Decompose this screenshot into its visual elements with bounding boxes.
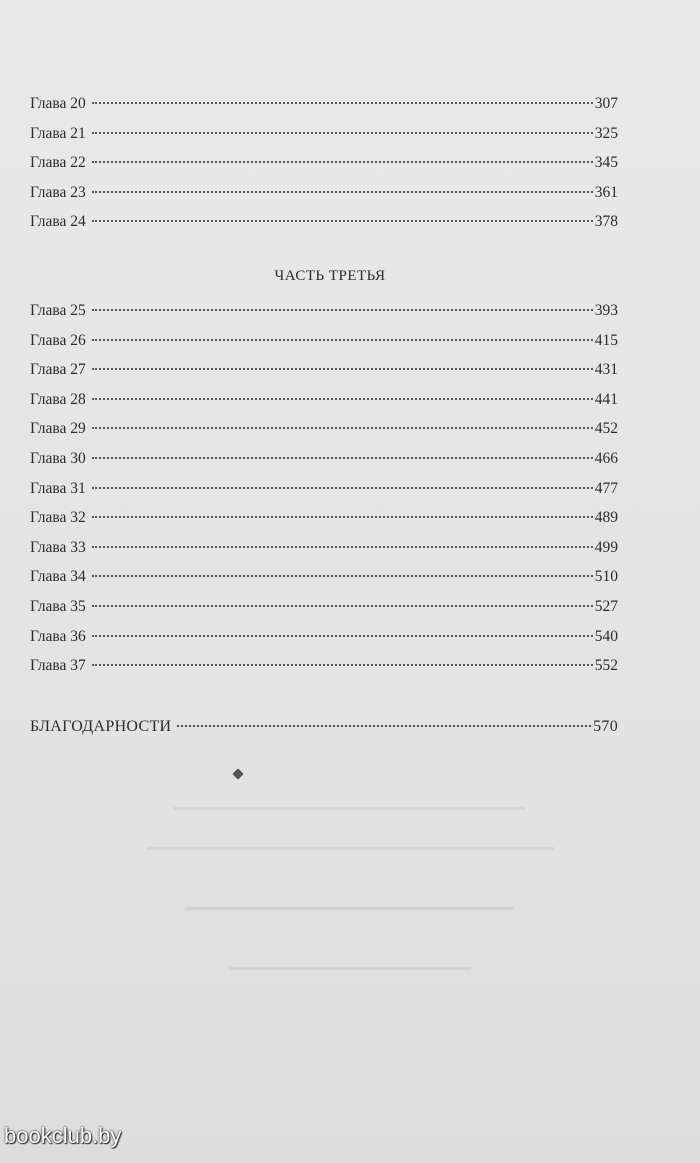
toc-row[interactable] <box>30 119 618 149</box>
toc-row[interactable] <box>30 474 618 504</box>
toc-row[interactable] <box>30 355 618 385</box>
chapter-label: Глава 24 <box>30 213 86 231</box>
toc-row[interactable] <box>30 414 618 444</box>
dot-leader <box>92 664 593 666</box>
dot-leader <box>92 635 593 637</box>
chapter-label: Глава 20 <box>30 95 86 112</box>
page-number: 361 <box>594 183 618 201</box>
chapter-label: Глава 21 <box>30 124 86 142</box>
toc-row[interactable] <box>30 385 618 415</box>
page-number: 452 <box>594 420 618 438</box>
toc-row[interactable] <box>30 148 618 178</box>
dot-leader <box>92 516 593 518</box>
page-number: 540 <box>594 627 618 645</box>
chapter-label: Глава 25 <box>30 302 86 319</box>
page-number: 466 <box>594 449 618 467</box>
chapter-label: Глава 36 <box>30 627 86 645</box>
toc-row[interactable] <box>30 178 618 208</box>
page-number: 570 <box>593 718 618 735</box>
dot-leader <box>92 575 593 577</box>
chapter-label: Глава 35 <box>30 597 86 615</box>
page-number: 552 <box>594 657 618 675</box>
chapter-label: Глава 32 <box>30 509 86 527</box>
watermark: bookclub.by <box>4 1123 122 1148</box>
dot-leader <box>92 457 593 459</box>
dot-leader <box>92 309 593 311</box>
dot-leader <box>92 546 593 548</box>
dot-leader <box>92 605 593 607</box>
toc-row[interactable] <box>30 326 618 356</box>
chapter-label: Глава 31 <box>30 479 86 497</box>
toc-row[interactable] <box>30 533 618 563</box>
dot-leader <box>177 725 591 727</box>
dot-leader <box>92 427 593 429</box>
show-through-text: ▬▬▬▬▬▬▬▬▬▬▬▬▬▬▬▬▬▬▬▬▬▬▬▬▬▬▬▬▬▬▬▬ <box>174 801 526 813</box>
chapter-label: Глава 23 <box>30 183 86 201</box>
page-number: 378 <box>594 213 618 231</box>
page-number: 431 <box>594 361 618 379</box>
toc-row[interactable] <box>30 622 618 652</box>
toc-acknowledgements <box>30 712 618 742</box>
toc-row[interactable] <box>30 296 618 326</box>
dot-leader <box>92 339 593 341</box>
chapter-label: Глава 34 <box>30 568 86 586</box>
toc-row-acknowledgements[interactable] <box>30 712 618 742</box>
dot-leader <box>92 161 593 163</box>
toc-row[interactable] <box>30 651 618 681</box>
chapter-label: Глава 33 <box>30 538 86 556</box>
page-number: 510 <box>594 568 618 586</box>
show-through-text: ▬▬▬▬▬▬▬▬▬▬▬▬▬▬▬▬▬▬▬▬▬▬▬▬▬▬▬▬▬▬▬▬▬▬▬▬▬ <box>146 841 554 853</box>
toc-row[interactable] <box>30 89 618 119</box>
page-number: 325 <box>594 124 618 142</box>
show-through-text: ▬▬▬▬▬▬▬▬▬▬▬▬▬▬▬▬▬▬▬▬▬▬▬▬▬▬▬▬▬▬ <box>185 901 515 913</box>
chapter-label: Глава 29 <box>30 420 86 438</box>
page-number: 477 <box>594 479 618 497</box>
page-number: 499 <box>594 538 618 556</box>
page-number: 489 <box>594 509 618 527</box>
dot-leader <box>92 102 593 104</box>
chapter-label: Глава 26 <box>30 331 86 349</box>
dot-leader <box>92 132 593 134</box>
dot-leader <box>92 368 593 370</box>
toc-row[interactable] <box>30 562 618 592</box>
toc-part-three <box>30 296 618 681</box>
dot-leader <box>92 220 593 222</box>
toc-row[interactable] <box>30 592 618 622</box>
dot-leader <box>92 398 593 400</box>
ornament-icon <box>232 768 243 779</box>
toc-row[interactable] <box>30 503 618 533</box>
part-three-title: ЧАСТЬ ТРЕТЬЯ <box>274 268 386 284</box>
dot-leader <box>92 487 593 489</box>
toc-row[interactable] <box>30 444 618 474</box>
chapter-label: Глава 37 <box>30 657 86 675</box>
page-number: 527 <box>594 597 618 615</box>
chapter-label: Глава 28 <box>30 390 86 408</box>
page-number: 415 <box>594 331 618 349</box>
chapter-label: Глава 22 <box>30 154 86 172</box>
acknowledgements-label: БЛАГОДАРНОСТИ <box>30 718 172 735</box>
page-number: 393 <box>594 302 618 319</box>
page-number: 441 <box>594 390 618 408</box>
page-number: 345 <box>594 154 618 172</box>
toc-row[interactable] <box>30 207 618 237</box>
chapter-label: Глава 30 <box>30 449 86 467</box>
toc-part-two <box>30 89 618 237</box>
dot-leader <box>92 191 593 193</box>
page-number: 307 <box>594 95 618 112</box>
chapter-label: Глава 27 <box>30 361 86 379</box>
show-through-text: ▬▬▬▬▬▬▬▬▬▬▬▬▬▬▬▬▬▬▬▬▬▬ <box>229 961 471 973</box>
